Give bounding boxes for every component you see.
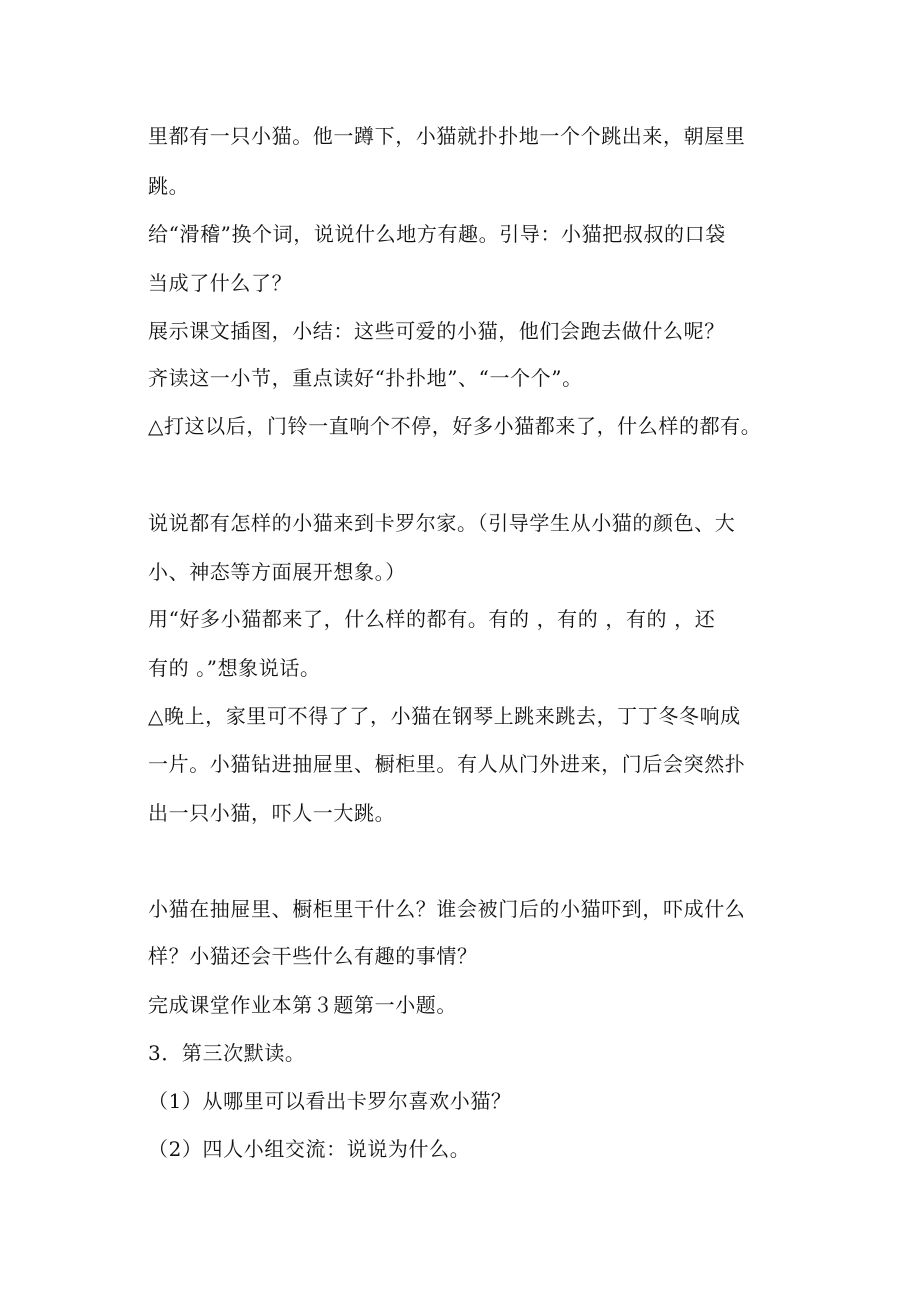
text-line: 完成课堂作业本第３题第一小题。 <box>148 993 457 1017</box>
text-line: 跳。 <box>148 174 190 198</box>
text-line: 当成了什么了？ <box>148 271 293 295</box>
text-line: 说说都有怎样的小猫来到卡罗尔家。（引导学生从小猫的颜色、大 <box>148 511 736 535</box>
text-line: 用“好多小猫都来了，什么样的都有。有的 ，有的 ，有的 ，还 <box>148 607 716 631</box>
text-line: （2）四人小组交流：说说为什么。 <box>148 1137 471 1161</box>
text-line: 里都有一只小猫。他一蹲下，小猫就扑扑地一个个跳出来，朝屋里 <box>148 124 746 148</box>
text-line: 3．第三次默读。 <box>148 1041 306 1065</box>
text-line: 展示课文插图，小结：这些可爱的小猫，他们会跑去做什么呢？ <box>148 319 725 343</box>
text-line: 一片。小猫钻进抽屉里、橱柜里。有人从门外进来，门后会突然扑 <box>148 752 746 776</box>
text-line: △打这以后，门铃一直响个不停，好多小猫都来了，什么样的都有。 <box>148 414 762 438</box>
text-line: 齐读这一小节，重点读好“扑扑地”、“一个个”。 <box>148 366 583 390</box>
text-line: 小、神态等方面展开想象。） <box>148 560 406 584</box>
text-line: 出一只小猫，吓人一大跳。 <box>148 801 396 825</box>
text-line: 给“滑稽”换个词，说说什么地方有趣。引导：小猫把叔叔的口袋 <box>148 222 726 246</box>
text-line: 小猫在抽屉里、橱柜里干什么？谁会被门后的小猫吓到，吓成什么 <box>148 897 746 921</box>
text-line: （1）从哪里可以看出卡罗尔喜欢小猫？ <box>148 1089 512 1113</box>
text-line: 样？小猫还会干些什么有趣的事情？ <box>148 944 478 968</box>
text-line: 有的 。”想象说话。 <box>148 656 321 680</box>
text-line: △晚上，家里可不得了了，小猫在钢琴上跳来跳去，丁丁冬冬响成 <box>148 704 741 728</box>
